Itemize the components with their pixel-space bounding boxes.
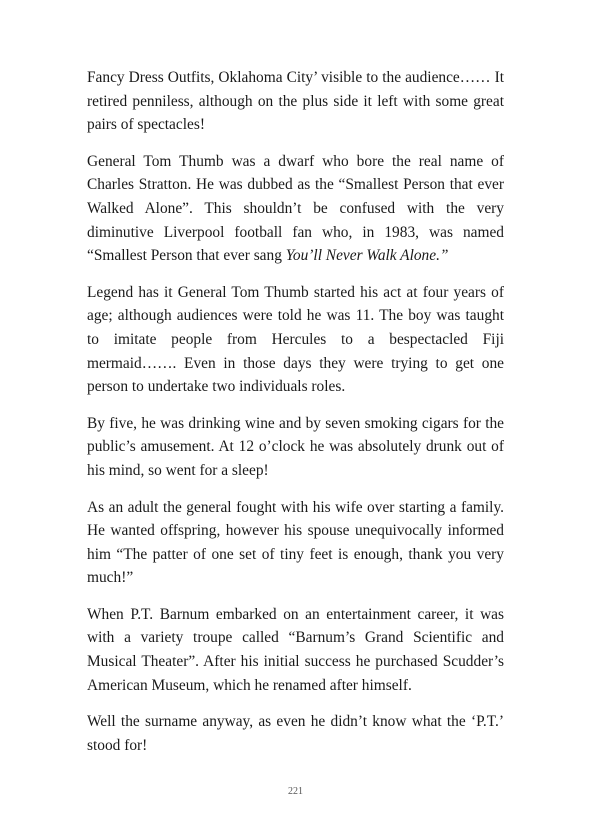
paragraph-3: Legend has it General Tom Thumb started his act at four years of age; although audiences were told he was 11. The boy was taught to imitate people from Hercules to a bespectacled Fiji mermaid……. Even in those days they were trying to get one person to undertake two individuals roles. bbox=[87, 283, 504, 396]
page-body bbox=[87, 66, 504, 770]
paragraph-1: Fancy Dress Outfits, Oklahoma City’ visible to the audience…… It retired penniless, although on the plus side it left with some great pairs of spectacles! bbox=[87, 69, 504, 134]
paragraph-6: When P.T. Barnum embarked on an entertainment career, it was with a variety troupe called “Barnum’s Grand Scientific and Musical Theater”. After his initial success he purchased Scudder’s American Museum, which he renamed after himself. bbox=[87, 605, 504, 694]
paragraph-2 bbox=[87, 150, 504, 268]
page-number: 221 bbox=[288, 786, 303, 797]
paragraph-7: Well the surname anyway, as even he didn’t know what the ‘P.T.’ stood for! bbox=[87, 713, 504, 754]
paragraph-2-text: General Tom Thumb was a dwarf who bore the real name of Charles Stratton. He was dubbed as the “Smallest Person that ever Walked Alone”. This shouldn’t be confused with the very diminutive Liverpool football fan who, in 1983, was named “Smallest Person that ever sang bbox=[87, 152, 504, 265]
paragraph-5: As an adult the general fought with his wife over starting a family. He wanted offspring, however his spouse unequivocally informed him “The patter of one set of tiny feet is enough, thank you very much!” bbox=[87, 498, 504, 587]
paragraph-2-italic-title: You’ll Never Walk Alone.” bbox=[285, 247, 449, 265]
paragraph-4: By five, he was drinking wine and by seven smoking cigars for the public’s amusement. At 12 o’clock he was absolutely drunk out of his mind, so went for a sleep! bbox=[87, 414, 504, 479]
